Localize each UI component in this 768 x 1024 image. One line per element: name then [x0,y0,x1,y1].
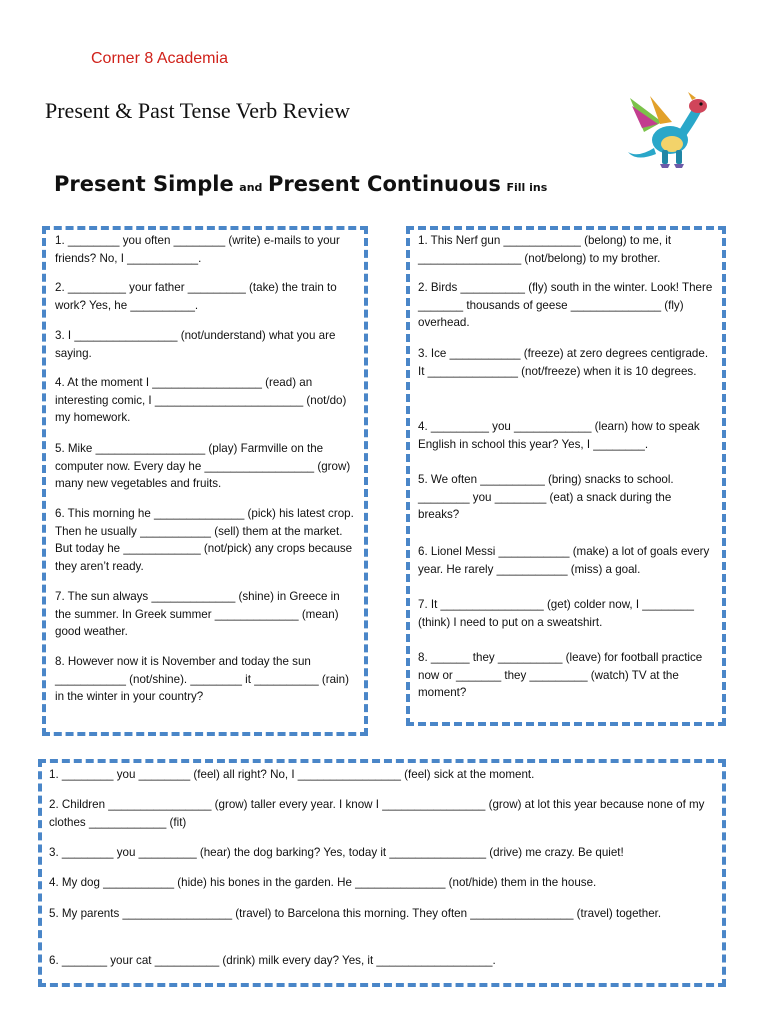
right-question-1: 1. This Nerf gun ____________ (belong) to me, it ________________ (not/belong) to my brother. [418,234,672,265]
bottom-question-5: 5. My parents _________________ (travel) to Barcelona this morning. They often ________________ (travel) together. [49,907,662,920]
right-question-2: 2. Birds __________ (fly) south in the winter. Look! There _______ thousands of geese ______________ (fly) overhead. [418,281,713,329]
left-question-5: 5. Mike _________________ (play) Farmville on the computer now. Every day he _________________ (grow) many new vegetables and fruits. [55,442,351,490]
right-question-8: 8. ______ they __________ (leave) for football practice now or _______ they _________ (watch) TV at the moment? [418,651,703,699]
right-question-3: 3. Ice ___________ (freeze) at zero degrees centigrade. It ______________ (not/freeze) when it is 10 degrees. [418,347,709,378]
heading-present-continuous: Present Continuous [268,172,501,196]
right-question-7: 7. It ________________ (get) colder now, I ________ (think) I need to put on a sweatshirt. [418,598,694,629]
left-question-2: 2. _________ your father _________ (take) the train to work? Yes, he __________. [55,281,337,312]
left-question-7: 7. The sun always _____________ (shine) in Greece in the summer. In Greek summer _____________ (mean) good weather. [55,590,340,638]
bottom-question-3: 3. ________ you _________ (hear) the dog barking? Yes, today it _______________ (drive) me crazy. Be quiet! [49,846,624,859]
left-question-3: 3. I ________________ (not/understand) what you are saying. [55,329,336,360]
left-question-6: 6. This morning he ______________ (pick) his latest crop. Then he usually ___________ (sell) them at the market. But today he ____________ (not/pick) any crops because they aren’t ready. [55,507,354,573]
worksheet-title: Present & Past Tense Verb Review [45,98,350,123]
bottom-question-4: 4. My dog ___________ (hide) his bones in the garden. He ______________ (not/hide) them in the house. [49,876,597,889]
bottom-question-6: 6. _______ your cat __________ (drink) milk every day? Yes, it __________________. [49,954,496,967]
left-question-8: 8. However now it is November and today the sun ___________ (not/shine). ________ it __________ (rain) in the winter in your country? [55,655,349,703]
section-heading [54,172,547,196]
left-question-1: 1. ________ you often ________ (write) e-mails to your friends? No, I ___________. [55,234,340,265]
bottom-question-1: 1. ________ you ________ (feel) all right? No, I ________________ (feel) sick at the moment. [49,768,535,781]
right-question-4: 4. _________ you ____________ (learn) how to speak English in school this year? Yes, I ________. [418,420,700,451]
heading-fill-ins: Fill ins [506,181,548,194]
heading-present-simple: Present Simple [54,172,234,196]
bottom-question-2: 2. Children ________________ (grow) taller every year. I know I ________________ (grow) at lot this year because none of my clothes ____________ (fit) [49,798,705,829]
left-question-4: 4. At the moment I _________________ (read) an interesting comic, I _______________________ (not/do) my homework. [55,376,347,424]
brand-name: Corner 8 Academia [91,50,228,67]
right-question-5: 5. We often __________ (bring) snacks to school. ________ you ________ (eat) a snack during the breaks? [418,473,674,521]
dragon-icon [622,92,714,172]
heading-and: and [239,181,263,194]
right-question-6: 6. Lionel Messi ___________ (make) a lot of goals every year. He rarely ___________ (miss) a goal. [418,545,710,576]
